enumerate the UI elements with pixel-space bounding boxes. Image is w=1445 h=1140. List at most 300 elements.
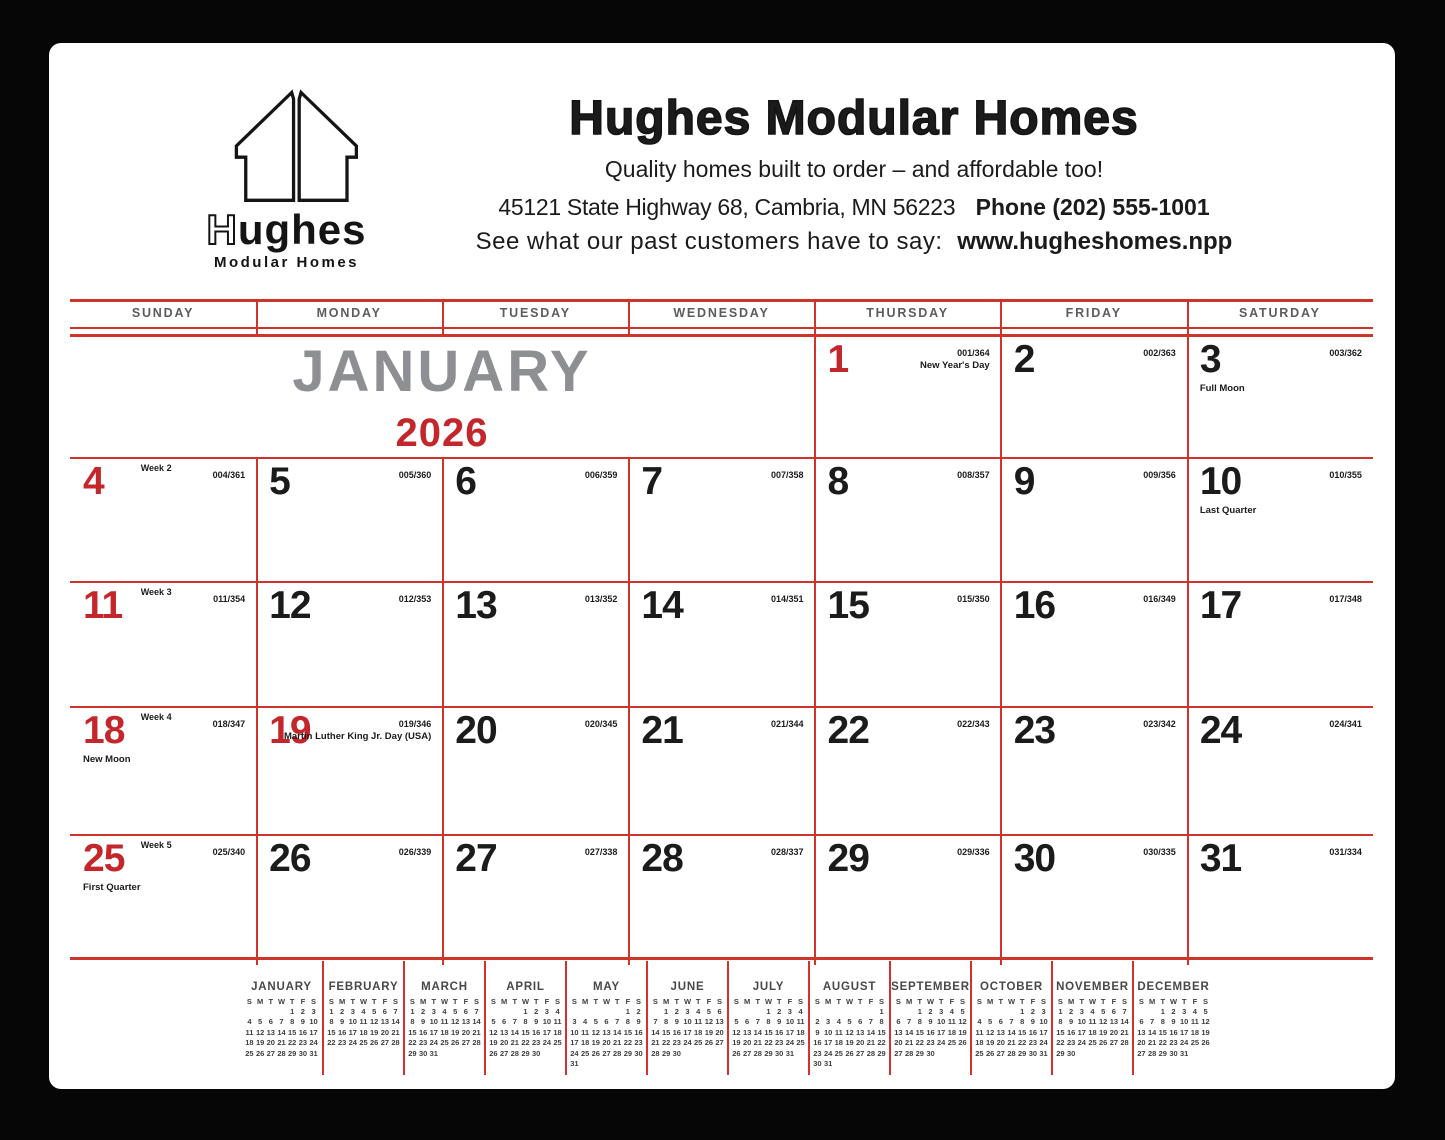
mini-day: 11 [581, 1027, 590, 1037]
mini-day: 25 [796, 1038, 805, 1048]
mini-day: 16 [532, 1027, 541, 1037]
mini-day-letter: T [533, 996, 539, 1006]
mini-day: 7 [474, 1006, 479, 1016]
mini-day-letter: W [845, 996, 854, 1006]
day-cell-21 [628, 708, 814, 834]
mini-day: 11 [694, 1017, 703, 1027]
mini-day: 17 [937, 1027, 946, 1037]
mini-day: 18 [1088, 1027, 1097, 1037]
mini-day: 6 [268, 1017, 273, 1027]
mini-day-letter: F [787, 996, 793, 1006]
moon-phase-label: Full Moon [1199, 383, 1245, 394]
mini-day-letter: T [938, 996, 944, 1006]
day-cell-9 [1001, 459, 1187, 581]
mini-day: 11 [975, 1027, 984, 1037]
mini-day: 12 [370, 1017, 379, 1027]
mini-day-letter: T [1181, 996, 1187, 1006]
mini-day: 4 [836, 1017, 841, 1027]
julian-date: 024/341 [1329, 719, 1362, 729]
mini-day: 30 [298, 1048, 308, 1058]
mini-day: 23 [775, 1038, 784, 1048]
mini-day: 3 [572, 1017, 577, 1027]
mini-calendar-april [484, 961, 565, 1075]
mini-day-letter: W [764, 996, 773, 1006]
mini-day: 9 [1171, 1017, 1176, 1027]
mini-day: 14 [277, 1027, 286, 1037]
mini-day: 5 [1203, 1006, 1208, 1016]
mini-day: 24 [823, 1048, 833, 1058]
company-website: www.hugheshomes.npp [957, 228, 1233, 255]
mini-day: 25 [947, 1038, 957, 1048]
mini-day: 1 [1020, 1006, 1025, 1016]
mini-empty [904, 1007, 915, 1017]
day-number: 25 [83, 837, 125, 880]
mini-day: 1 [1058, 1006, 1063, 1016]
mini-day: 1 [879, 1006, 884, 1016]
mini-month-grid [891, 997, 970, 1059]
mini-calendar-september [889, 961, 970, 1075]
julian-date: 003/362 [1329, 348, 1362, 358]
mini-day: 23 [418, 1038, 428, 1048]
company-tagline: Quality homes built to order – and affordable too! [604, 156, 1104, 182]
mini-day: 26 [732, 1048, 741, 1058]
mini-day: 20 [266, 1038, 275, 1048]
mini-month-title: NOVEMBER [1056, 981, 1129, 993]
moon-phase-label: First Quarter [83, 882, 141, 893]
mini-day: 2 [815, 1017, 820, 1027]
address-line [389, 194, 1319, 221]
mini-day: 1 [290, 1006, 295, 1016]
mini-day: 14 [391, 1017, 400, 1027]
julian-date: 002/363 [1143, 348, 1176, 358]
mini-day: 27 [380, 1038, 390, 1048]
mini-empty [650, 1007, 661, 1017]
mini-day: 13 [461, 1017, 471, 1027]
julian-date: 018/347 [212, 719, 246, 729]
mini-day-letter: S [717, 996, 723, 1006]
day-cell-12 [256, 583, 442, 706]
day-number: 8 [827, 460, 849, 503]
mini-day: 18 [834, 1038, 843, 1048]
mini-day: 10 [823, 1027, 833, 1037]
mini-day: 27 [894, 1048, 903, 1058]
mini-day: 26 [985, 1048, 995, 1058]
mini-month-grid [486, 997, 565, 1059]
mini-day: 8 [625, 1017, 630, 1027]
mini-day: 7 [393, 1006, 398, 1016]
day-cell-5 [256, 459, 442, 581]
mini-empty [893, 1007, 904, 1017]
mini-day: 13 [380, 1017, 390, 1027]
mini-empty [612, 1007, 623, 1017]
mini-day: 23 [813, 1048, 822, 1058]
company-address: 45121 State Highway 68, Cambria, MN 56223 [498, 194, 956, 220]
mini-day: 14 [613, 1027, 622, 1037]
mini-day: 18 [975, 1038, 984, 1048]
day-number: 28 [641, 837, 683, 880]
mini-day: 29 [288, 1048, 297, 1058]
mini-day-letter: S [636, 996, 642, 1006]
mini-day: 1 [766, 1006, 771, 1016]
mini-day: 5 [960, 1006, 965, 1016]
day-number: 15 [827, 584, 869, 627]
mini-day: 22 [877, 1038, 886, 1048]
mini-day: 23 [634, 1038, 643, 1048]
weekday-header-monday: MONDAY [316, 306, 382, 320]
mini-day: 4 [555, 1006, 560, 1016]
day-number: 18 [83, 709, 125, 752]
mini-day: 5 [453, 1006, 458, 1016]
mini-day: 22 [623, 1038, 633, 1048]
mini-day-letter: T [1100, 996, 1106, 1006]
mini-day: 27 [742, 1048, 752, 1058]
mini-day: 10 [542, 1017, 552, 1027]
julian-date: 013/352 [584, 594, 618, 604]
mini-day-letter: F [544, 996, 550, 1006]
mini-day: 23 [1169, 1038, 1178, 1048]
mini-day: 15 [915, 1027, 924, 1037]
mini-day-letter: M [987, 996, 994, 1006]
house-logo-icon [212, 83, 362, 207]
mini-day-letter: W [1169, 996, 1178, 1006]
mini-day: 14 [1120, 1017, 1129, 1027]
julian-date: 031/334 [1329, 847, 1362, 857]
mini-day-letter: S [814, 996, 820, 1006]
mini-day: 6 [998, 1017, 1003, 1027]
mini-day: 15 [661, 1027, 671, 1037]
weekday-header-sunday: SUNDAY [131, 306, 195, 320]
mini-day: 11 [359, 1017, 368, 1027]
mini-day: 7 [907, 1017, 912, 1027]
mini-day: 1 [1160, 1006, 1165, 1016]
company-logo [189, 83, 384, 271]
mini-day: 17 [683, 1027, 692, 1037]
mini-day: 7 [279, 1017, 284, 1027]
mini-day: 11 [245, 1027, 254, 1037]
mini-day: 4 [1090, 1006, 1095, 1016]
mini-day: 27 [856, 1048, 865, 1058]
mini-day-letter: T [371, 996, 377, 1006]
mini-day: 25 [359, 1038, 368, 1048]
mini-day: 20 [602, 1038, 611, 1048]
mini-day: 2 [1171, 1006, 1176, 1016]
mini-empty [601, 1007, 612, 1017]
mini-day: 31 [1180, 1048, 1189, 1058]
mini-day: 22 [327, 1038, 336, 1048]
mini-day: 20 [1109, 1027, 1119, 1037]
mini-empty [823, 1007, 834, 1017]
day-number: 13 [455, 584, 497, 627]
mini-day: 10 [309, 1017, 318, 1027]
mini-day: 9 [340, 1017, 345, 1027]
mini-day: 15 [288, 1027, 297, 1037]
mini-empty [1136, 1007, 1147, 1017]
mini-day: 17 [309, 1027, 318, 1037]
mini-day: 5 [372, 1006, 377, 1016]
day-number: 23 [1013, 709, 1056, 752]
mini-day: 30 [672, 1048, 681, 1058]
julian-date: 006/359 [584, 470, 618, 480]
mini-day-letter: M [501, 996, 508, 1006]
mini-day-letter: S [960, 996, 966, 1006]
mini-day: 19 [255, 1038, 265, 1048]
mini-day: 1 [625, 1006, 630, 1016]
mini-day: 9 [300, 1017, 305, 1027]
mini-day: 20 [996, 1038, 1005, 1048]
day-cell-22 [815, 708, 1001, 834]
mini-day: 10 [785, 1017, 795, 1027]
mini-day: 9 [674, 1017, 679, 1027]
mini-day: 19 [704, 1027, 714, 1037]
mini-calendar-november [1051, 961, 1132, 1075]
day-number: 26 [269, 837, 311, 880]
day-cell-15 [815, 583, 1001, 706]
mini-day: 3 [1182, 1006, 1187, 1016]
mini-day-letter: F [1030, 996, 1036, 1006]
day-cell-23 [1001, 708, 1187, 834]
mini-day: 14 [651, 1027, 660, 1037]
mini-empty [974, 1007, 985, 1017]
mini-day: 6 [604, 1017, 609, 1027]
mini-month-grid [972, 997, 1051, 1059]
mini-day-letter: T [836, 996, 842, 1006]
mini-day: 7 [512, 1017, 517, 1027]
mini-day: 11 [440, 1017, 449, 1027]
mini-day: 25 [553, 1038, 562, 1048]
mini-day-letter: F [625, 996, 631, 1006]
mini-day: 21 [753, 1038, 762, 1048]
mini-day: 15 [327, 1027, 336, 1037]
mini-day: 29 [1018, 1048, 1027, 1058]
mini-day: 24 [348, 1038, 357, 1048]
mini-day: 4 [361, 1006, 366, 1016]
mini-day: 7 [755, 1017, 760, 1027]
mini-day: 24 [785, 1038, 795, 1048]
mini-day-letter: T [431, 996, 437, 1006]
julian-date: 008/357 [957, 470, 990, 480]
day-cell-7 [628, 459, 814, 581]
mini-day: 19 [591, 1038, 600, 1048]
mini-day: 17 [1077, 1027, 1086, 1037]
mini-day: 6 [717, 1006, 722, 1016]
mini-empty [569, 1007, 580, 1017]
mini-day-letter: T [695, 996, 701, 1006]
julian-date: 026/339 [398, 847, 432, 857]
mini-day: 29 [877, 1048, 886, 1058]
mini-day: 8 [1020, 1017, 1025, 1027]
mini-month-grid [810, 997, 889, 1070]
mini-day-letter: W [602, 996, 611, 1006]
mini-day: 22 [1158, 1038, 1167, 1048]
mini-day: 28 [651, 1048, 660, 1058]
mini-day: 21 [1120, 1027, 1129, 1037]
mini-day: 26 [489, 1048, 498, 1058]
julian-date: 022/343 [957, 719, 990, 729]
mini-day: 2 [340, 1006, 345, 1016]
mini-day: 5 [491, 1017, 496, 1027]
mini-day: 19 [732, 1038, 741, 1048]
julian-date: 029/336 [957, 847, 990, 857]
mini-day: 10 [683, 1017, 692, 1027]
mini-day: 26 [370, 1038, 379, 1048]
mini-day-letter: T [614, 996, 620, 1006]
julian-date: 010/355 [1329, 470, 1362, 480]
mini-day: 13 [742, 1027, 752, 1037]
mini-calendar-october [970, 961, 1051, 1075]
mini-day: 5 [593, 1017, 598, 1027]
mini-day: 24 [1077, 1038, 1086, 1048]
mini-day: 25 [440, 1038, 449, 1048]
mini-day-letter: T [350, 996, 356, 1006]
mini-empty [995, 1007, 1006, 1017]
mini-day-letter: S [733, 996, 739, 1006]
mini-day-letter: M [825, 996, 832, 1006]
mini-day: 17 [570, 1038, 579, 1048]
mini-day: 21 [1007, 1038, 1016, 1048]
mini-day-letter: W [440, 996, 449, 1006]
mini-day: 16 [1028, 1027, 1038, 1037]
mini-day: 21 [651, 1038, 660, 1048]
week-label: Week 3 [140, 587, 172, 597]
mini-day: 4 [1192, 1006, 1197, 1016]
mini-day: 25 [1190, 1038, 1200, 1048]
mini-day-letter: S [409, 996, 415, 1006]
day-number: 4 [83, 460, 104, 503]
mini-day: 3 [826, 1017, 831, 1027]
julian-date: 004/361 [212, 470, 246, 480]
day-cell-27 [442, 836, 628, 956]
mini-day: 19 [370, 1027, 379, 1037]
mini-day: 2 [777, 1006, 782, 1016]
mini-day-letter: S [474, 996, 480, 1006]
mini-day: 22 [764, 1038, 773, 1048]
mini-day: 16 [1066, 1027, 1076, 1037]
mini-month-grid [1053, 997, 1132, 1059]
mini-day: 21 [391, 1027, 400, 1037]
day-cell-18 [70, 708, 256, 834]
julian-date: 020/345 [584, 719, 618, 729]
mini-day-letter: W [1007, 996, 1016, 1006]
mini-day: 28 [277, 1048, 286, 1058]
mini-day-letter: W [1088, 996, 1097, 1006]
julian-date: 028/337 [770, 847, 804, 857]
julian-date: 007/358 [770, 470, 804, 480]
grid-hline [70, 327, 1373, 329]
mini-day-letter: S [879, 996, 885, 1006]
mini-day: 30 [1028, 1048, 1038, 1058]
day-number: 24 [1199, 709, 1242, 752]
mini-day: 26 [845, 1048, 854, 1058]
mini-day: 15 [521, 1027, 530, 1037]
mini-day: 18 [245, 1038, 254, 1048]
weekday-header-saturday: SATURDAY [1239, 306, 1321, 320]
mini-day-letter: T [917, 996, 923, 1006]
mini-day: 29 [1056, 1048, 1065, 1058]
calendar-paper [49, 43, 1395, 1089]
day-number: 31 [1199, 837, 1242, 880]
mini-day: 22 [1018, 1038, 1027, 1048]
mini-day: 10 [429, 1017, 438, 1027]
mini-day: 16 [672, 1027, 681, 1037]
mini-day: 6 [1111, 1006, 1116, 1016]
mini-day: 2 [421, 1006, 426, 1016]
julian-date: 030/335 [1143, 847, 1176, 857]
mini-day: 24 [429, 1038, 438, 1048]
mini-day: 7 [1009, 1017, 1014, 1027]
julian-date: 005/360 [398, 470, 432, 480]
mini-day: 7 [653, 1017, 658, 1027]
mini-day: 6 [858, 1017, 863, 1027]
day-number: 17 [1199, 584, 1242, 627]
mini-day-letter: M [744, 996, 751, 1006]
mini-day-letter: T [1079, 996, 1085, 1006]
day-number: 11 [83, 584, 123, 627]
mini-day-letter: F [949, 996, 955, 1006]
mini-day: 22 [288, 1038, 297, 1048]
mini-day: 12 [489, 1027, 498, 1037]
mini-day-letter: S [895, 996, 901, 1006]
mini-empty [1147, 1007, 1158, 1017]
mini-day: 9 [1069, 1017, 1074, 1027]
mini-day: 5 [734, 1017, 739, 1027]
day-number: 7 [641, 460, 663, 503]
mini-day: 2 [1030, 1006, 1035, 1016]
mini-day-letter: S [1138, 996, 1144, 1006]
mini-day: 20 [894, 1038, 903, 1048]
mini-calendar-january [241, 961, 322, 1075]
mini-day: 16 [634, 1027, 643, 1037]
mini-day: 4 [696, 1006, 701, 1016]
mini-day: 17 [542, 1027, 552, 1037]
mini-day: 1 [523, 1006, 528, 1016]
mini-day: 21 [866, 1038, 876, 1048]
julian-date: 027/338 [584, 847, 618, 857]
mini-day: 9 [636, 1017, 641, 1027]
mini-day: 30 [1066, 1048, 1076, 1058]
mini-calendar-july [727, 961, 808, 1075]
grid-hline [70, 957, 1373, 960]
mini-day: 10 [570, 1027, 579, 1037]
mini-day: 11 [947, 1017, 956, 1027]
mini-day: 23 [298, 1038, 308, 1048]
mini-day-letter: S [976, 996, 982, 1006]
month-title: JANUARY [292, 339, 592, 404]
mini-day-letter: M [582, 996, 589, 1006]
mini-day-letter: T [857, 996, 863, 1006]
mini-day: 12 [845, 1027, 854, 1037]
mini-calendar-december [1132, 961, 1213, 1075]
day-cell-13 [442, 583, 628, 706]
mini-day: 12 [704, 1017, 714, 1027]
day-number: 3 [1199, 338, 1221, 381]
mini-day-letter: M [420, 996, 427, 1006]
julian-date: 012/353 [398, 594, 432, 604]
mini-day-letter: T [776, 996, 782, 1006]
logo-wordmark: Hughes [206, 206, 367, 253]
mini-day: 18 [359, 1027, 368, 1037]
mini-day: 25 [580, 1048, 590, 1058]
mini-day: 23 [672, 1038, 681, 1048]
mini-day: 6 [1139, 1017, 1144, 1027]
mini-day-letter: M [339, 996, 346, 1006]
holiday-label: New Year's Day [919, 360, 990, 371]
mini-day: 26 [591, 1048, 600, 1058]
mini-day: 12 [1099, 1017, 1108, 1027]
mini-empty [244, 1007, 255, 1017]
mini-day: 27 [266, 1048, 275, 1058]
mini-day: 20 [742, 1038, 752, 1048]
mini-day: 27 [602, 1048, 611, 1058]
